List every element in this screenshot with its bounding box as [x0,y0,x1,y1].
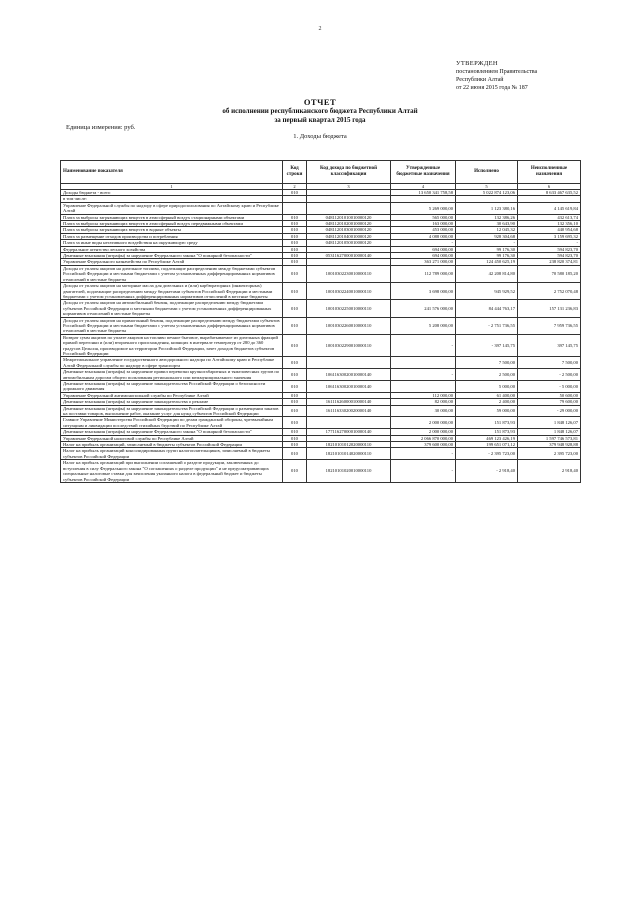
row-budget-code: 04811201040010000120 [307,233,391,239]
row-approved: 2 066 870 000,00 [391,435,456,441]
row-executed: 199 651 071,12 [456,442,518,448]
row-executed: 928 304,68 [456,233,518,239]
row-budget-code: 18210101020010000110 [307,460,391,483]
row-approved: - [391,334,456,357]
page-number: 2 [318,26,322,32]
table-row [61,369,581,381]
row-approved [391,381,456,393]
column-number: 1 [61,184,283,190]
row-executed: 99 176,30 [456,253,518,259]
approval-line: постановлением Правительства [456,69,538,75]
row-executed: - 2 395 723,00 [456,448,518,460]
row-unexecuted: 2 752 070,48 [518,283,581,300]
row-name: Плата за выбросы загрязняющих веществ в атмосферный воздух передвижными объектами [61,221,283,227]
row-line-code: 010 [283,246,307,252]
table-row [61,417,581,429]
section-title: 1. Доходы бюджета [293,133,347,140]
row-line-code: 010 [283,334,307,357]
header-budget-code: Код дохода по бюджетной классификации [307,161,391,184]
row-executed: - [456,240,518,246]
row-unexecuted: - 2 500,00 [518,369,581,381]
row-approved: 13 650 341 758,58 [391,190,456,196]
row-approved: 3 698 000,00 [391,283,456,300]
row-line-code: 010 [283,317,307,334]
row-unexecuted: 594 823,70 [518,253,581,259]
row-approved: 4 088 000,00 [391,233,456,239]
row-budget-code [307,202,391,214]
row-name: Денежные взыскания (штрафы) за нарушение законодательства Российской Федерации о безопасности дорожного движения [61,381,283,393]
row-unexecuted: 50 600,00 [518,392,581,398]
table-header-row [61,161,581,184]
row-executed: 42 208 814,80 [456,265,518,282]
row-budget-code [307,357,391,369]
row-unexecuted: 4 145 619,84 [518,202,581,214]
row-budget-code: 18210101012020000110 [307,442,391,448]
row-approved: - [391,240,456,246]
header-indicator-name: Наименование показателя [61,161,283,184]
row-approved: 5 208 000,00 [391,317,456,334]
row-name: Плата за выбросы загрязняющих веществ в водные объекты [61,227,283,233]
row-approved: 694 000,00 [391,246,456,252]
row-name: Доходы от уплаты акцизов на автомобильный бензин, подлежащие распределению между бюджетами субъектов Российской Федерации и местными бюджетами с учетом установленных дифференцированных нормативов отчислений в местные бюджеты [61,300,283,317]
approval-heading: УТВЕРЖДЕН [456,60,498,67]
row-approved [391,357,456,369]
row-unexecuted: 132 356,10 [518,221,581,227]
row-unexecuted: 7 959 736,55 [518,317,581,334]
approval-line: Республики Алтай [456,77,504,83]
row-name: Налог на прибыль организаций, зачисляемый в бюджеты субъектов Российской Федерации [61,442,283,448]
row-line-code: 010 [283,227,307,233]
row-unexecuted: 1 848 126,07 [518,417,581,429]
row-unexecuted: - 29 000,00 [518,405,581,417]
row-executed: 1 123 380,16 [456,202,518,214]
row-line-code: 010 [283,399,307,405]
row-executed: 5 000,00 [456,381,518,393]
row-line-code: 010 [283,240,307,246]
row-name: Плата за размещение отходов производства и потребления [61,233,283,239]
row-line-code: 010 [283,214,307,220]
row-executed: - 2 751 736,55 [456,317,518,334]
row-unexecuted: 238 820 374,81 [518,259,581,265]
row-unexecuted: 379 948 928,88 [518,442,581,448]
row-executed: - 397 145,75 [456,334,518,357]
column-number: 4 [391,184,456,190]
report-title-period: за первый квартал 2015 года [274,116,366,124]
row-name: Управление Федеральной налоговой службы по Республике Алтай [61,435,283,441]
row-unexecuted: 79 600,00 [518,399,581,405]
row-name: Доходы от уплаты акцизов на моторные масла для дизельных и (или) карбюраторных (инжекторных) двигателей, подлежащие распределению между бюджетами субъектов Российской Федерации и местными бюджетами с учетом установленных дифференцированных нормативов отчислений в местные бюджеты [61,283,283,300]
row-name: Денежные взыскания (штрафы) за нарушение Федерального закона "О пожарной безопасности" [61,429,283,435]
row-executed: 151 873,93 [456,429,518,435]
row-budget-code: 10010302240010000110 [307,283,391,300]
report-title-main: ОТЧЕТ [303,97,337,107]
table-row [61,300,581,317]
row-unexecuted: - [518,240,581,246]
table-row [61,460,581,483]
column-number: 6 [518,184,581,190]
row-name: Доходы от уплаты акцизов на дизельное топливо, подлежащие распределению между бюджетами субъектов Российской Федерации и местными бюджетами с учетом установленных дифференцированных нормативов отчислений в местные бюджеты [61,265,283,282]
row-executed: 2 500,00 [456,369,518,381]
row-line-code: 010 [283,460,307,483]
row-budget-code: 04811201030010000120 [307,227,391,233]
row-name: Доходы от уплаты акцизов на прямогонный бензин, подлежащие распределению между бюджетами субъектов Российской Федерации и местными бюджетами с учетом установленных дифференцированных нормативов отчислений в местные бюджеты [61,317,283,334]
row-approved: 163 000,00 [391,221,456,227]
table-row [61,265,581,282]
row-name: Денежные взыскания (штрафы) за нарушение законодательства Российской Федерации о размещении заказов на поставки товаров, выполнение работ, оказание услуг для нужд субъектов Российской Федерации [61,405,283,417]
row-line-code: 010 [283,221,307,227]
row-approved: 2 000 000,00 [391,429,456,435]
row-approved: 241 576 000,00 [391,300,456,317]
row-line-code: 010 [283,253,307,259]
row-executed: 5 022 874 123,06 [456,190,518,196]
row-executed: 30 643,90 [456,221,518,227]
row-executed: 99 176,30 [456,246,518,252]
row-line-code: 010 [283,300,307,317]
row-line-code: 010 [283,369,307,381]
row-name: Налог на прибыль организаций при выполнении соглашений о разделе продукции, заключенных до вступления в силу Федерального закона "О соглашениях о разделе продукции" и не предусматривающих специальные налоговые ставки для зачисления указанного налога в федеральный бюджет и бюджеты субъектов Российской Федерации [61,460,283,483]
row-unexecuted: 8 633 467 635,52 [518,190,581,196]
row-line-code: 010 [283,259,307,265]
row-unexecuted: 397 145,75 [518,334,581,357]
row-budget-code: 04811201020010000120 [307,221,391,227]
row-executed: 2 400,00 [456,399,518,405]
row-budget-code [307,417,391,429]
row-approved: - [391,460,456,483]
row-name: Управление Федеральной службы по надзору в сфере природопользования по Алтайскому краю и Республике Алтай [61,202,283,214]
row-unexecuted: 2 918,40 [518,460,581,483]
approval-stamp [456,60,537,92]
row-budget-code: 10010302250010000110 [307,300,391,317]
income-table [60,160,581,483]
column-number: 3 [307,184,391,190]
row-name: Управление Федеральной антимонопольной службы по Республике Алтай [61,392,283,398]
approval-line: от 22 июня 2015 года № 187 [456,85,528,91]
row-approved: 30 000,00 [391,405,456,417]
row-approved: 5 269 000,00 [391,202,456,214]
row-executed: 61 400,00 [456,392,518,398]
row-executed: - 2 918,40 [456,460,518,483]
row-executed: 151 873,93 [456,417,518,429]
row-unexecuted: - 5 000,00 [518,381,581,393]
row-approved: 363 271 000,00 [391,259,456,265]
row-unexecuted: 7 500,00 [518,357,581,369]
row-approved: 694 000,00 [391,253,456,259]
table-row [61,317,581,334]
row-name: Управление Федерального казначейства по Республике Алтай [61,259,283,265]
row-name: Денежные взыскания (штрафы) за нарушение законодательства о рекламе [61,399,283,405]
row-executed: 59 000,00 [456,405,518,417]
header-approved: Утвержденные бюджетные назначения [391,161,456,184]
table-row [61,283,581,300]
row-unexecuted: 70 580 185,20 [518,265,581,282]
row-line-code: 010 [283,190,307,196]
report-title [0,98,640,125]
row-name: Возврат сумм акцизов по уплате акцизов на топливо печное бытовое, вырабатываемое из дизельных фракций прямой перегонки и (или) вторичного происхождения, кипящих в интервале температур от 280 до 360 градусов Цельсия, производимое на территории Российской Федерации, зачет доходов бюджетов субъектов Российской Федерации [61,334,283,357]
row-executed: 84 444 763,17 [456,300,518,317]
row-unexecuted: 3 159 695,32 [518,233,581,239]
table-row [61,448,581,460]
row-name: Доходы бюджета - всего [61,190,283,196]
table-row [61,357,581,369]
row-name: Плата за выбросы загрязняющих веществ в атмосферный воздух стационарными объектами [61,214,283,220]
row-unexecuted: 432 613,74 [518,214,581,220]
row-budget-code: 05311627000010000140 [307,253,391,259]
row-name: Главное Управление Министерства Российской Федерации по делам гражданской обороны, чрезвычайным ситуациям и ликвидации последствий стихийных бедствий по Республике Алтай [61,417,283,429]
column-number: 5 [456,184,518,190]
row-line-code: 010 [283,442,307,448]
column-number: 2 [283,184,307,190]
row-approved: - [391,448,456,460]
row-unexecuted: 440 954,68 [518,227,581,233]
row-executed: 469 123 426,19 [456,435,518,441]
row-executed: 12 045,32 [456,227,518,233]
row-approved: 379 600 000,00 [391,442,456,448]
row-name: Денежные взыскания (штрафы) за нарушение Федерального закона "О пожарной безопасности" [61,253,283,259]
row-approved: 82 000,00 [391,399,456,405]
row-line-code: 010 [283,429,307,435]
row-line-code: 010 [283,417,307,429]
row-line-code: 010 [283,233,307,239]
row-budget-code: 10611630020010000140 [307,369,391,381]
row-approved: 112 789 000,00 [391,265,456,282]
row-budget-code: 16111633020020000140 [307,405,391,417]
row-budget-code: 10010302290010000110 [307,334,391,357]
row-executed: 945 929,52 [456,283,518,300]
row-budget-code: 17711627000010000140 [307,429,391,435]
row-line-code: 010 [283,283,307,300]
row-budget-code: 10611630020010000140 [307,381,391,393]
row-budget-code: 10010302260010000110 [307,317,391,334]
row-approved: 453 000,00 [391,227,456,233]
row-executed: 7 500,00 [456,357,518,369]
row-approved: 565 000,00 [391,214,456,220]
row-line-code [283,202,307,214]
row-line-code: 010 [283,357,307,369]
row-executed: 132 386,26 [456,214,518,220]
header-line-code: Код строки [283,161,307,184]
row-executed: 124 450 625,19 [456,259,518,265]
row-name: Денежные взыскания (штрафы) за нарушение правил перевозки крупногабаритных и тяжеловесных грузов по автомобильным дорогам общего пользования регионального или межмуниципального значения [61,369,283,381]
row-budget-code: 04811201010010000120 [307,214,391,220]
row-approved: 112 000,00 [391,392,456,398]
row-unexecuted: 1 848 126,07 [518,429,581,435]
row-line-code: 010 [283,265,307,282]
row-approved: - [391,369,456,381]
table-row [61,381,581,393]
row-name: Федеральное агентство лесного хозяйства [61,246,283,252]
measurement-units: Единица измерения: руб. [66,124,136,131]
row-budget-code: 16111626000010000140 [307,399,391,405]
row-unexecuted: 2 395 723,00 [518,448,581,460]
header-executed: Исполнено [456,161,518,184]
row-approved: 2 000 000,00 [391,417,456,429]
row-budget-code: 10010302230010000110 [307,265,391,282]
row-line-code: 010 [283,381,307,393]
row-budget-code: 18210101014020000110 [307,448,391,460]
row-budget-code: 04811201050010000120 [307,240,391,246]
row-name: Межрегиональное управление государственного автодорожного надзора по Алтайскому краю и Республике Алтай Федеральной службы по надзору в сфере транспорта [61,357,283,369]
row-line-code: 010 [283,448,307,460]
table-row [61,334,581,357]
row-unexecuted: 1 597 746 573,81 [518,435,581,441]
table-row [61,405,581,417]
row-line-code: 010 [283,405,307,417]
row-line-code: 010 [283,392,307,398]
header-unexecuted: Неисполненные назначения [518,161,581,184]
table-row [61,202,581,214]
row-name: Налог на прибыль организаций консолидированных групп налогоплательщиков, зачисляемый в бюджеты субъектов Российской Федерации [61,448,283,460]
row-unexecuted: 594 823,70 [518,246,581,252]
row-name: Плата за иные виды негативного воздействия на окружающую среду [61,240,283,246]
row-name: в том числе: [61,196,283,202]
report-title-subject: об исполнении республиканского бюджета Республики Алтай [222,107,418,115]
row-line-code: 010 [283,435,307,441]
row-unexecuted: 157 131 236,83 [518,300,581,317]
